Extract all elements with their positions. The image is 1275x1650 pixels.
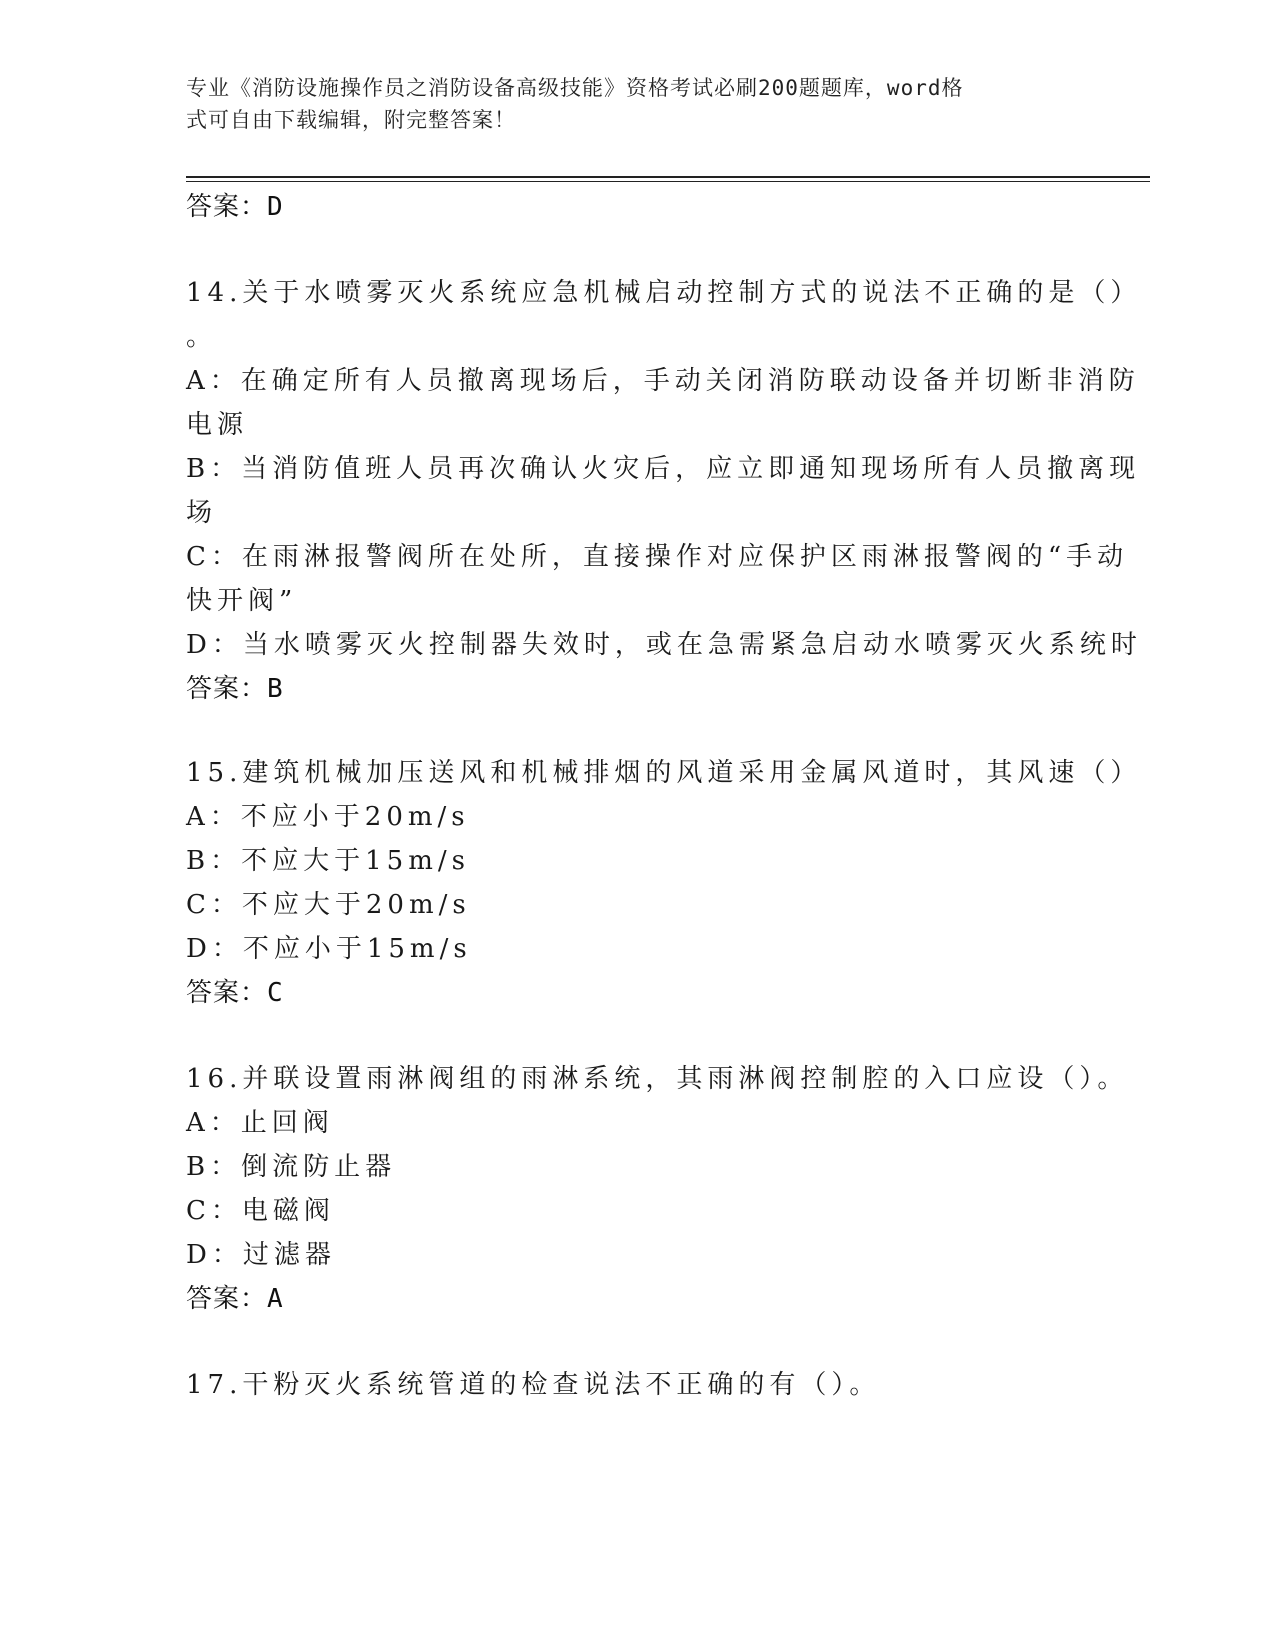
question-14-option-b: B：当消防值班人员再次确认火灾后，应立即通知现场所有人员撤离现 <box>186 454 1141 484</box>
question-15-option-a: A：不应小于20m/s <box>186 802 470 832</box>
question-15-stem: 15.建筑机械加压送风和机械排烟的风道采用金属风道时，其风速（） <box>186 758 1142 788</box>
question-16-option-d: D：过滤器 <box>186 1240 336 1270</box>
document-header <box>186 72 1066 136</box>
question-17-stem: 17.干粉灭火系统管道的检查说法不正确的有（）。 <box>186 1370 881 1400</box>
question-16-stem: 16.并联设置雨淋阀组的雨淋系统，其雨淋阀控制腔的入口应设（）。 <box>186 1064 1129 1094</box>
answer-15: 答案：C <box>186 978 284 1008</box>
answer-16: 答案：A <box>186 1284 284 1314</box>
header-line-2: 式可自由下载编辑，附完整答案！ <box>186 108 516 132</box>
header-divider-thick <box>186 176 1150 178</box>
question-16-option-a: A：止回阀 <box>186 1108 334 1138</box>
answer-13: 答案：D <box>186 192 284 222</box>
question-16-option-b: B：倒流防止器 <box>186 1152 397 1182</box>
question-14-option-c-cont: 快开阀” <box>186 586 298 616</box>
header-line-1: 专业《消防设施操作员之消防设备高级技能》资格考试必刷200题题库，word格 <box>186 76 964 100</box>
question-14-option-d: D：当水喷雾灭火控制器失效时，或在急需紧急启动水喷雾灭火系统时 <box>186 630 1142 660</box>
question-14-option-a-cont: 电源 <box>186 410 249 440</box>
question-14-stem: 14.关于水喷雾灭火系统应急机械启动控制方式的说法不正确的是（） <box>186 278 1142 308</box>
header-divider-thin <box>186 181 1150 182</box>
question-14-stem-cont: 。 <box>186 322 218 352</box>
question-15-option-c: C：不应大于20m/s <box>186 890 471 920</box>
question-14-option-a: A：在确定所有人员撤离现场后，手动关闭消防联动设备并切断非消防 <box>186 366 1140 396</box>
question-15-option-d: D：不应小于15m/s <box>186 934 472 964</box>
question-14-option-b-cont: 场 <box>186 498 218 528</box>
answer-14: 答案：B <box>186 674 284 704</box>
question-16-option-c: C：电磁阀 <box>186 1196 335 1226</box>
question-14-option-c: C：在雨淋报警阀所在处所，直接操作对应保护区雨淋报警阀的“手动 <box>186 542 1129 572</box>
question-15-option-b: B：不应大于15m/s <box>186 846 470 876</box>
